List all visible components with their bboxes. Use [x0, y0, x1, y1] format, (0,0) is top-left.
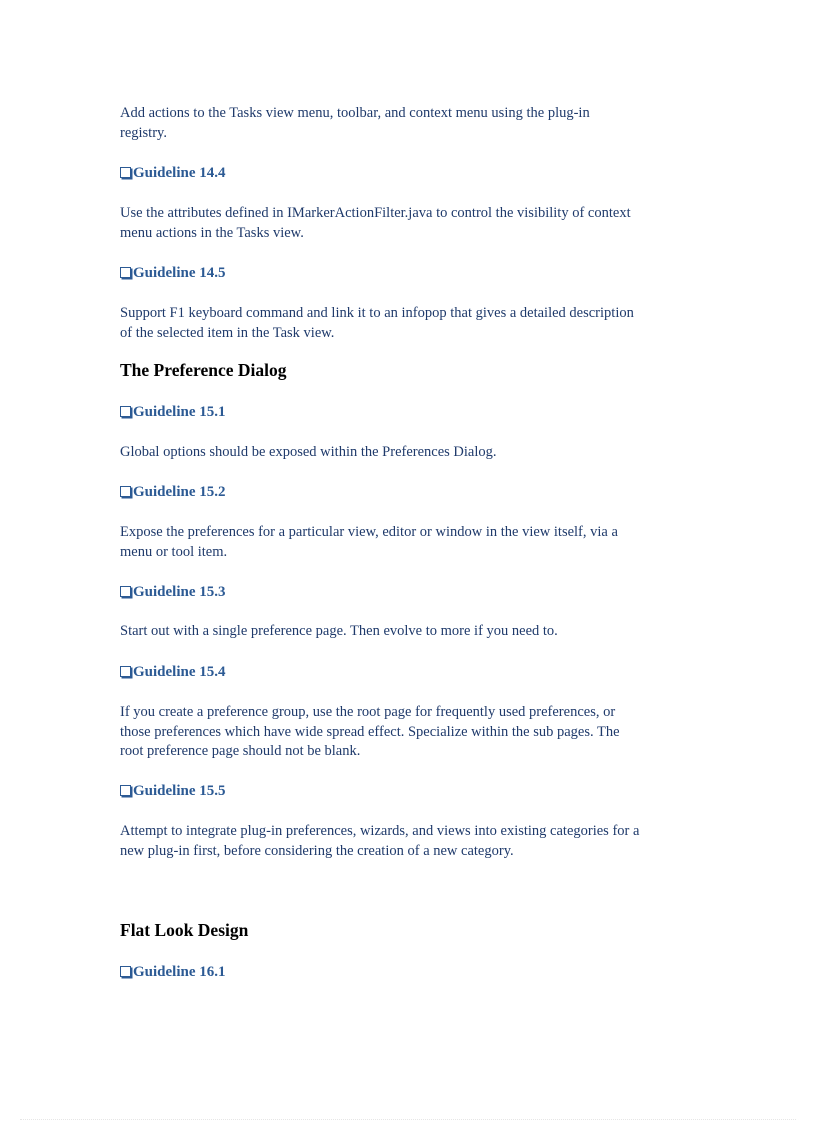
guideline-label: Guideline 15.2	[133, 484, 226, 500]
guideline-heading-15-2	[120, 483, 226, 501]
section-heading-preference-dialog: The Preference Dialog	[120, 360, 287, 380]
checkbox-icon	[120, 486, 131, 497]
paragraph-line: root preference page should not be blank.	[120, 743, 361, 759]
guideline-label: Guideline 15.5	[133, 783, 226, 799]
guideline-paragraph-15-1	[120, 443, 497, 463]
paragraph-line: menu or tool item.	[120, 543, 228, 560]
paragraph-line: menu actions in the Tasks view.	[120, 224, 304, 241]
guideline-label: Guideline 16.1	[133, 964, 226, 980]
intro-paragraph	[120, 104, 590, 143]
guideline-heading-14-5	[120, 264, 226, 282]
guideline-heading-15-1	[120, 403, 226, 421]
guideline-heading-15-5	[120, 782, 226, 800]
checkbox-icon	[120, 785, 131, 796]
paragraph-line: Use the attributes defined in IMarkerActionFilter.java to control the visibility of context	[120, 205, 631, 221]
checkbox-icon	[120, 666, 131, 677]
guideline-heading-14-4	[120, 164, 226, 182]
guideline-heading-15-4	[120, 663, 226, 681]
paragraph-line: Attempt to integrate plug-in preferences, wizards, and views into existing categories for a	[120, 823, 640, 839]
paragraph-line: of the selected item in the Task view.	[120, 324, 335, 341]
guideline-label: Guideline 15.4	[133, 664, 226, 680]
checkbox-icon	[120, 586, 131, 597]
guideline-label: Guideline 15.1	[133, 404, 226, 420]
guideline-heading-16-1	[120, 963, 226, 981]
section-heading-flat-look-design: Flat Look Design	[120, 920, 249, 940]
guideline-label: Guideline 14.5	[133, 265, 226, 281]
guideline-label: Guideline 15.3	[133, 584, 226, 600]
checkbox-icon	[120, 167, 131, 178]
paragraph-line: Add actions to the Tasks view menu, toolbar, and context menu using the plug-in	[120, 105, 590, 121]
paragraph-line: registry.	[120, 124, 167, 141]
guideline-paragraph-15-5	[120, 822, 639, 861]
guideline-paragraph-15-3	[120, 622, 558, 642]
guideline-paragraph-14-4	[120, 204, 631, 243]
guideline-heading-15-3	[120, 583, 226, 601]
checkbox-icon	[120, 406, 131, 417]
paragraph-line: If you create a preference group, use the root page for frequently used preferences, or	[120, 704, 616, 720]
paragraph-line: Support F1 keyboard command and link it to an infopop that gives a detailed description	[120, 305, 634, 321]
page-bottom-divider	[20, 1119, 796, 1120]
paragraph-line: new plug-in first, before considering the creation of a new category.	[120, 842, 514, 859]
guideline-label: Guideline 14.4	[133, 165, 226, 181]
paragraph-line: those preferences which have wide spread effect. Specialize within the sub pages. The	[120, 723, 620, 740]
paragraph-line: Global options should be exposed within the Preferences Dialog.	[120, 444, 497, 460]
checkbox-icon	[120, 966, 131, 977]
guideline-paragraph-15-4	[120, 703, 620, 762]
guideline-paragraph-15-2	[120, 523, 618, 562]
paragraph-line: Expose the preferences for a particular view, editor or window in the view itself, via a	[120, 524, 618, 540]
checkbox-icon	[120, 267, 131, 278]
guideline-paragraph-14-5	[120, 304, 634, 343]
paragraph-line: Start out with a single preference page. Then evolve to more if you need to.	[120, 623, 558, 639]
